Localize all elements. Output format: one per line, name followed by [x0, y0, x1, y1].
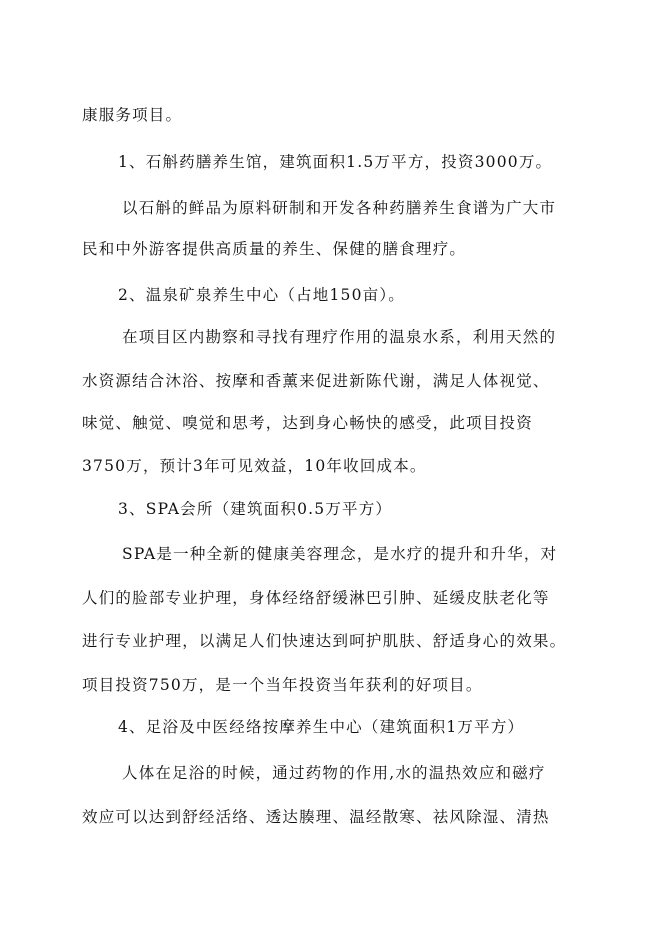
paragraph-line: 效应可以达到舒经活络、透达腠理、温经散寒、祛风除湿、清热 — [82, 808, 550, 826]
paragraph-line: 味觉、触觉、嗅觉和思考，达到身心畅快的感受，此项目投资 — [82, 414, 533, 432]
paragraph-line: 人体在足浴的时候，通过药物的作用,水的温热效应和磁疗 — [122, 764, 546, 782]
paragraph-line: 康服务项目。 — [82, 106, 183, 124]
paragraph-line: 民和中外游客提供高质量的养生、保健的膳食理疗。 — [82, 240, 467, 258]
section-heading-4: 4、足浴及中医经络按摩养生中心（建筑面积1万平方） — [118, 718, 525, 736]
paragraph-line: 以石斛的鲜品为原料研制和开发各种药膳养生食谱为广大市 — [122, 199, 557, 217]
paragraph-line: 3750万，预计3年可见效益，10年收回成本。 — [82, 457, 427, 475]
paragraph-line: 在项目区内勘察和寻找有理疗作用的温泉水系，利用天然的 — [122, 328, 557, 346]
paragraph-line: 水资源结合沐浴、按摩和香薰来促进新陈代谢，满足人体视觉、 — [82, 372, 550, 390]
paragraph-line: 进行专业护理，以满足人们快速达到呵护肌肤、舒适身心的效果。 — [82, 632, 567, 650]
paragraph-line: SPA是一种全新的健康美容理念，是水疗的提升和升华，对 — [122, 545, 558, 563]
paragraph-line: 项目投资750万，是一个当年投资当年获利的好项目。 — [82, 676, 483, 694]
paragraph-line: 人们的脸部专业护理，身体经络舒缓淋巴引肿、延缓皮肤老化等 — [82, 589, 550, 607]
section-heading-3: 3、SPA会所（建筑面积0.5万平方） — [118, 500, 393, 518]
section-heading-1: 1、石斛药膳养生馆，建筑面积1.5万平方，投资3000万。 — [118, 153, 553, 171]
section-heading-2: 2、温泉矿泉养生中心（占地150亩）。 — [118, 286, 405, 304]
